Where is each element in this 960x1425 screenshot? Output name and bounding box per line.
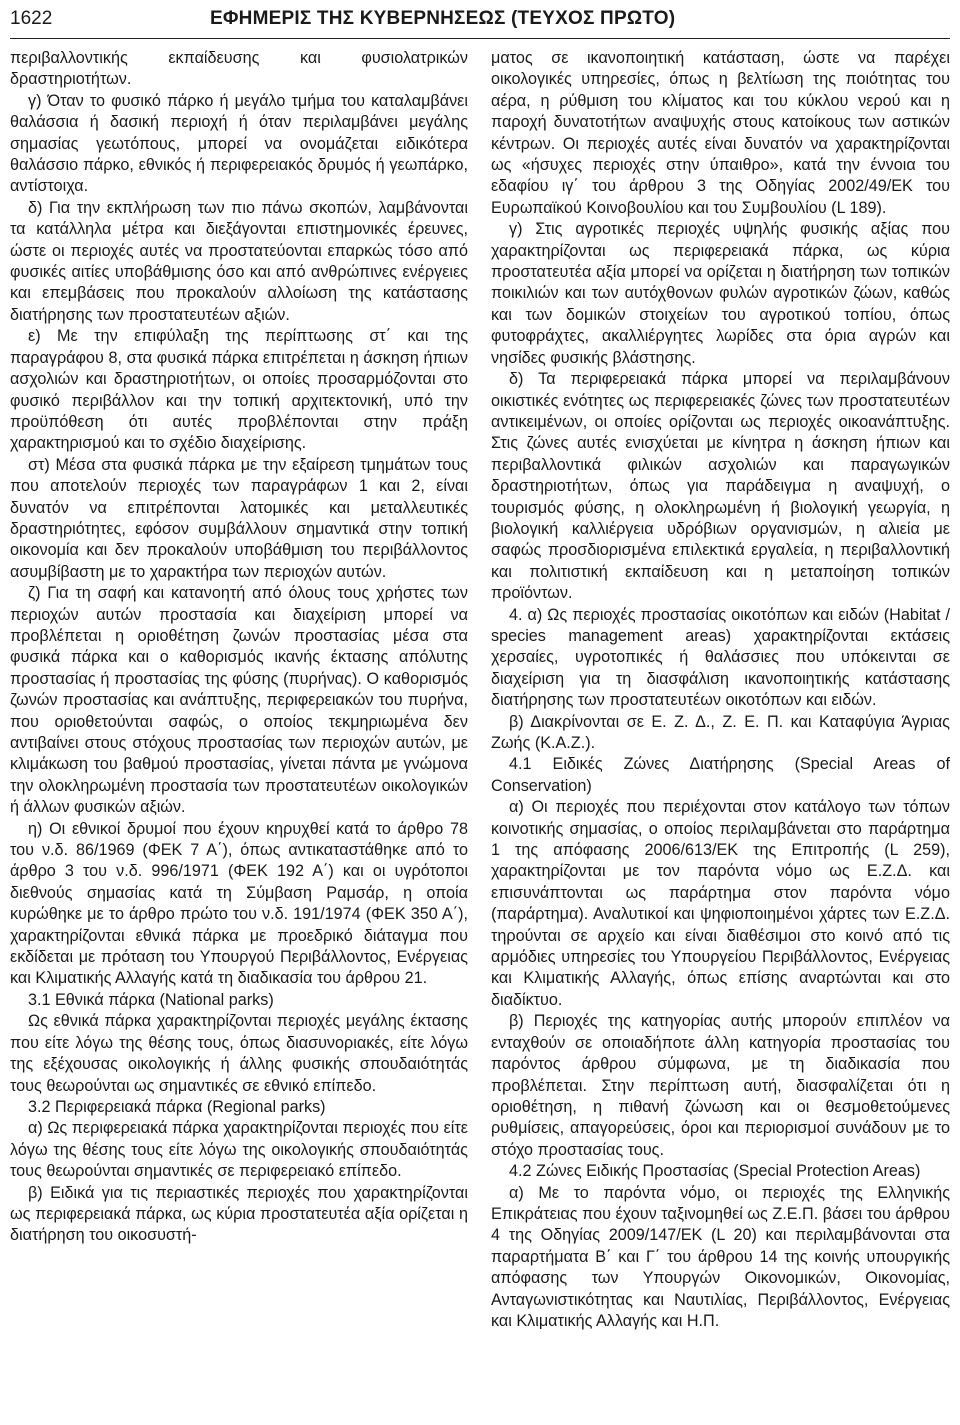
paragraph: ματος σε ικανοποιητική κατάσταση, ώστε να παρέχει οικολογικές υπηρεσίες, όπως η βελτίωση της ποιότητας του αέρα, η ρύθμιση του κλίματος και του κύκλου νερού και η παροχή δυνατοτήτων αναψυχής στους κατοίκους των αστικών κέντρων. Οι περιοχές αυτές είναι δυνατόν να χαρακτηρίζονται ως «ήσυχες περιοχές στην ύπαιθρο», κατά την έννοια του εδαφίου ιγ΄ του άρθρου 3 της Οδηγίας 2002/49/ΕΚ του Ευρωπαϊκού Κοινοβουλίου και του Συμβουλίου (L 189). [491, 49, 950, 217]
paragraph: η) Οι εθνικοί δρυμοί που έχουν κηρυχθεί κατά το άρθρο 78 του ν.δ. 86/1969 (ΦΕΚ 7 Α΄), όπως αντικαταστάθηκε από το άρθρο 3 του ν.δ. 996/1971 (ΦΕΚ 192 Α΄) και οι υγρότοποι διεθνούς σημασίας κατά τη Σύμβαση Ραμσάρ, η οποία κυρώθηκε με το άρθρο πρώτο του ν.δ. 191/1974 (ΦΕΚ 350 Α΄), χαρακτηρίζονται εθνικά πάρκα με προεδρικό διάταγμα που εκδίδεται με πρόταση του Υπουργού Περιβάλλοντος, Ενέργειας και Κλιματικής Αλλαγής κατά τη διαδικασία του άρθρου 21. [10, 819, 468, 988]
page-header [10, 8, 950, 39]
paragraph: β) Διακρίνονται σε Ε. Ζ. Δ., Ζ. Ε. Π. και Καταφύγια Άγριας Ζωής (Κ.Α.Ζ.). [491, 712, 950, 752]
journal-title: ΕΦΗΜΕΡΙΣ ΤΗΣ ΚΥΒΕΡΝΗΣΕΩΣ (ΤΕΥΧΟΣ ΠΡΩΤΟ) [210, 8, 676, 29]
paragraph: περιβαλλοντικής εκπαίδευσης και φυσιολατρικών δραστηριοτήτων. [10, 49, 468, 89]
section-heading: 3.1 Εθνικά πάρκα (National parks) [28, 990, 274, 1009]
paragraph: Ως εθνικά πάρκα χαρακτηρίζονται περιοχές μεγάλης έκτασης που είτε λόγω της θέσης τους, όπως διασυνοριακές, είτε λόγω της εξέχουσας οικολογικής ή άλλης φυσικής σπουδαιότητάς τους θεωρούνται ως σημαντικές σε εθνικό επίπεδο. [10, 1012, 468, 1095]
paragraph: δ) Τα περιφερειακά πάρκα μπορεί να περιλαμβάνουν οικιστικές ενότητες ως περιφερειακές ζώνες των προστατευτέων αντικειμένων, οι οποίες ορίζονται ως περιοχές οικοανάπτυξης. Στις ζώνες αυτές ενισχύεται με κίνητρα η άσκηση ήπιων και περιβαλλοντικά φιλικών ασχολιών και παραγωγικών δραστηριοτήτων, όπως για παράδειγμα η αναψυχή, ο τουρισμός φύσης, η ολοκληρωμένη ή βιολογική γεωργία, η βιολογική καλλιέργεια υδρόβιων οργανισμών, η αλιεία με σαφώς προσδιορισμένα επιλεκτικά εργαλεία, η περιβαλλοντική και πολιτιστική εκπαίδευση και η μεταποίηση τοπικών προϊόντων. [491, 370, 950, 603]
paragraph: δ) Για την εκπλήρωση των πιο πάνω σκοπών, λαμβάνονται τα κατάλληλα μέτρα και διεξάγονται επιστημονικές έρευνες, ώστε οι περιοχές αυτές να προστατεύονται επαρκώς τόσο από φυσικές αιτίες υποβάθμισης όσο και από ανθρώπινες ενέργειες και επεμβάσεις που προκαλούν αλλοίωση της κατάστασης διατήρησης των προστατευτέων αξιών. [10, 198, 468, 324]
section-heading: 3.2 Περιφερειακά πάρκα (Regional parks) [28, 1097, 326, 1116]
section-heading: 4.1 Ειδικές Ζώνες Διατήρησης (Special Areas of Conservation) [491, 755, 950, 795]
paragraph: α) Οι περιοχές που περιέχονται στον κατάλογο των τόπων κοινοτικής σημασίας, ο οποίος περιλαμβάνεται στο παράρτημα 1 της απόφασης 2006/613/ΕΚ της Επιτροπής (L 259), χαρακτηρίζονται με τον παρόντα νόμο ως Ε.Ζ.Δ. και επισυνάπτονται ως παράρτημα στον παρόντα νόμο (παράρτημα). Αναλυτικοί και ψηφιοποιημένοι χάρτες των Ε.Ζ.Δ. τηρούνται σε αρχείο και είναι διαθέσιμοι στο κοινό από τις αρμόδιες υπηρεσίες του Υπουργείου Περιβάλλοντος, Ενέργειας και Κλιματικής Αλλαγής, όπως επίσης αναρτώνται και στο διαδίκτυο. [491, 798, 950, 1009]
paragraph: ζ) Για τη σαφή και κατανοητή από όλους τους χρήστες των περιοχών αυτών προστασία και διαχείριση μπορεί να προβλέπεται η οριοθέτηση ζωνών προστασίας μέσα στα φυσικά πάρκα και ο καθορισμός ικανής έκτασης απόλυτης προστασίας ή προστασίας της φύσης (πυρήνας). Ο καθορισμός ζωνών προστασίας και ανάπτυξης, περιφερειακών του πυρήνα, που οριοθετούνται σαφώς, ο οποίος τεκμηριωμένα δεν αντιβαίνει στους στόχους προστασίας των περιοχών αυτών, με κλιμάκωση του βαθμού προστασίας, γίνεται πάντα με γνώμονα την ολοκληρωμένη προστασία των προστατευτέων οικολογικών ή άλλων φυσικών αξιών. [10, 584, 468, 817]
page-number: 1622 [10, 8, 53, 29]
section-heading: 4.2 Ζώνες Ειδικής Προστασίας (Special Protection Areas) [509, 1162, 921, 1181]
paragraph: β) Ειδικά για τις περιαστικές περιοχές που χαρακτηρίζονται ως περιφερειακά πάρκα, ως κύρια προστατευτέα αξία ορίζεται η διατήρηση του οικοσυστή- [10, 1183, 468, 1245]
paragraph: α) Ως περιφερειακά πάρκα χαρακτηρίζονται περιοχές που είτε λόγω της θέσης τους είτε λόγω της οικολογικής σπουδαιότητάς τους θεωρούνται σημαντικές σε περιφερειακό επίπεδο. [10, 1119, 468, 1181]
paragraph: ε) Με την επιφύλαξη της περίπτωσης στ΄ και της παραγράφου 8, στα φυσικά πάρκα επιτρέπεται η άσκηση ήπιων ασχολιών και δραστηριοτήτων, οι οποίες προσαρμόζονται στο φυσικό περιβάλλον και την τοπική αρχιτεκτονική, υπό την προϋπόθεση ότι αυτές προβλέπονται στην πράξη χαρακτηρισμού και το σχέδιο διαχείρισης. [10, 327, 468, 453]
paragraph: α) Με το παρόντα νόμο, οι περιοχές της Ελληνικής Επικράτειας που έχουν ταξινομηθεί ως Ζ.Ε.Π. βάσει του άρθρου 4 της Οδηγίας 2009/147/ΕΚ (L 20) και περιλαμβάνονται στα παραρτήματα Β΄ και Γ΄ του άρθρου 14 της κοινής υπουργικής απόφασης των Υπουργών Οικονομικών, Οικονομίας, Ανταγωνιστικότητας και Ναυτιλίας, Περιβάλλοντος, Ενέργειας και Κλιματικής Αλλαγής και Η.Π. [491, 1183, 950, 1330]
paragraph: στ) Μέσα στα φυσικά πάρκα με την εξαίρεση τμημάτων τους που αποτελούν περιοχές των παραγράφων 1 και 2, είναι δυνατόν να επιτρέπονται λατομικές και μεταλλευτικές δραστηριότητες, εφόσον συμβάλλουν σημαντικά στην τοπική οικονομία και δεν προκαλούν υποβάθμιση του περιβάλλοντος ασυμβίβαστη με το χαρακτήρα των περιοχών αυτών. [10, 455, 468, 581]
paragraph: γ) Στις αγροτικές περιοχές υψηλής φυσικής αξίας που χαρακτηρίζονται ως περιφερειακά πάρκα, ως κύρια προστατευτέα αξία μπορεί να ορίζεται η διατήρηση των τοπικών ποικιλιών και των αυτόχθονων φυλών αγροτικών ζώων, καθώς και των δομικών στοιχείων του αγροτικού τοπίου, όπως φυτοφράχτες, ακαλλιέργητες λωρίδες στα όρια αγρών και νησίδες φυσικής βλάστησης. [491, 220, 950, 367]
paragraph: 4. α) Ως περιοχές προστασίας οικοτόπων και ειδών (Habitat / species management areas) χαρακτηρίζονται εκτάσεις χερσαίες, υγροτοπικές ή θαλάσσιες που υπόκεινται σε διαχείριση για τη διασφάλιση ικανοποιητικής κατάστασης διατήρησης των προστατευτέων οικοτόπων και ειδών. [491, 605, 950, 710]
right-column [491, 48, 950, 1332]
left-column [10, 48, 468, 1247]
paragraph: γ) Όταν το φυσικό πάρκο ή μεγάλο τμήμα του καταλαμβάνει θαλάσσια ή δασική περιοχή ή όταν περιλαμβάνει μεγάλης σημασίας γεωτόπους, μπορεί να ονομάζεται ειδικότερα θαλάσσιο πάρκο, εθνικός ή περιφερειακός δρυμός ή γεωπάρκο, αντίστοιχα. [10, 91, 468, 196]
paragraph: β) Περιοχές της κατηγορίας αυτής μπορούν επιπλέον να ενταχθούν σε οποιαδήποτε άλλη κατηγορία προστασίας του παρόντος άρθρου σύμφωνα, με τη διαδικασία που προβλέπεται. Στην περίπτωση αυτή, διασφαλίζεται ότι η οριοθέτηση, η πιθανή ζώνωση και οι θεσμοθετούμενες ρυθμίσεις, απαγορεύσεις, όροι και περιορισμοί συνάδουν με το στόχο προστασίας τους. [491, 1012, 950, 1159]
